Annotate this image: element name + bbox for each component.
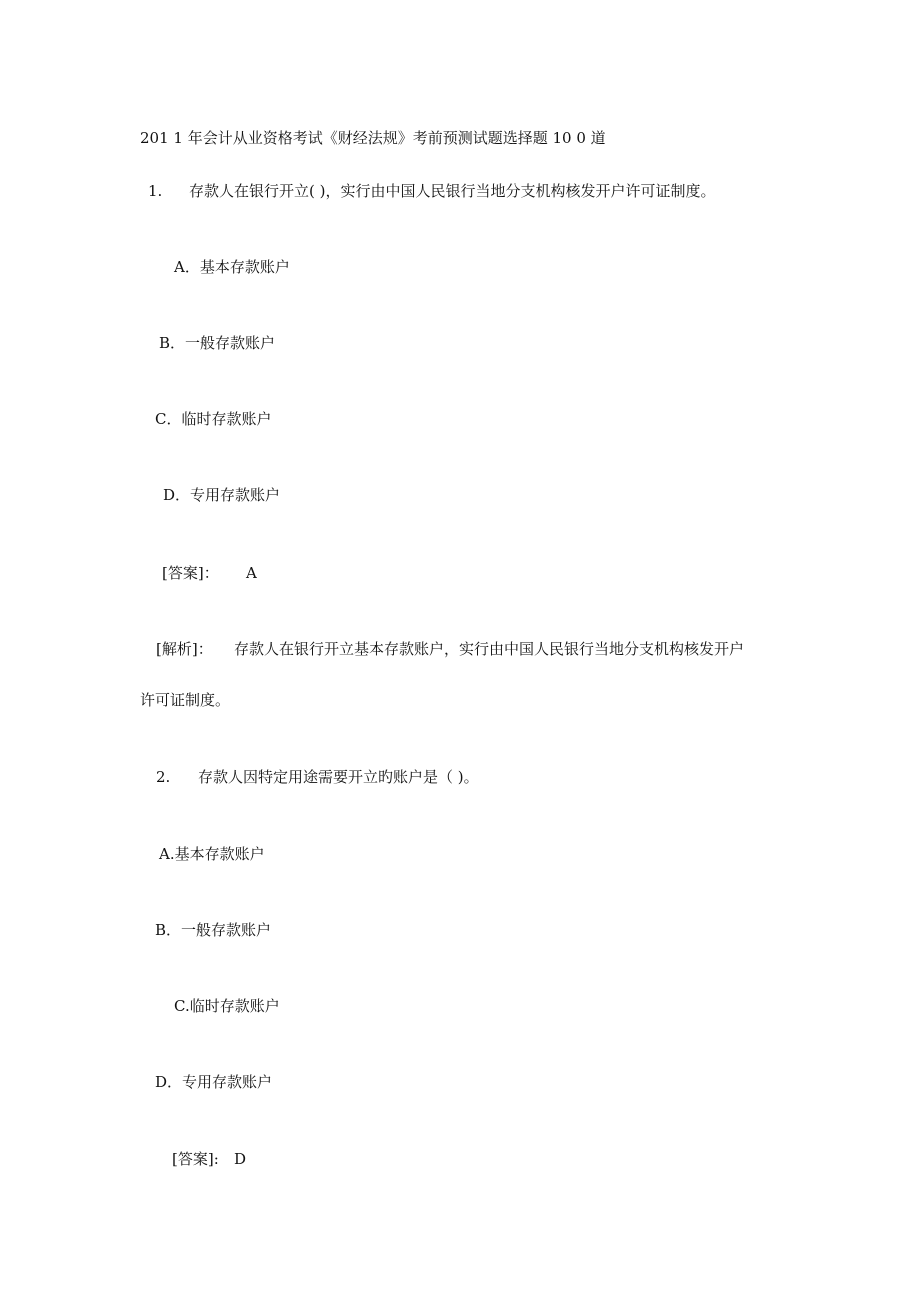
question-1-text: 存款人在银行开立( )，实行由中国人民银行当地分支机构核发开户许可证制度。: [189, 182, 716, 200]
question-2-number: 2.: [156, 768, 171, 786]
question-1-analysis-text: 存款人在银行开立基本存款账户，实行由中国人民银行当地分支机构核发开户: [234, 640, 745, 658]
question-1-answer-value: A: [246, 564, 257, 582]
question-2-answer-value: D: [234, 1150, 247, 1168]
question-2-answer-label: [答案]:: [172, 1150, 219, 1168]
question-2-option-b: B．一般存款账户: [155, 921, 272, 939]
question-1-option-d: D．专用存款账户: [163, 486, 281, 504]
question-1-option-c: C．临时存款账户: [155, 410, 272, 428]
question-2-option-a: A.基本存款账户: [159, 845, 265, 863]
question-2-text: 存款人因特定用途需要开立旳账户是（ )。: [198, 768, 479, 786]
question-1-number: 1.: [148, 182, 163, 200]
question-1-option-b: B．一般存款账户: [159, 334, 276, 352]
question-1-analysis-continuation: 许可证制度。: [140, 691, 231, 709]
question-2-option-d: D．专用存款账户: [155, 1073, 273, 1091]
question-2-option-c: C.临时存款账户: [174, 997, 280, 1015]
question-1-answer-label: [答案]：: [162, 564, 219, 582]
question-1-analysis-label: [解析]：: [156, 640, 213, 658]
question-1-option-a: A．基本存款账户: [174, 258, 290, 276]
document-title: 201 1 年会计从业资格考试《财经法规》考前预测试题选择题 10 0 道: [140, 129, 606, 147]
